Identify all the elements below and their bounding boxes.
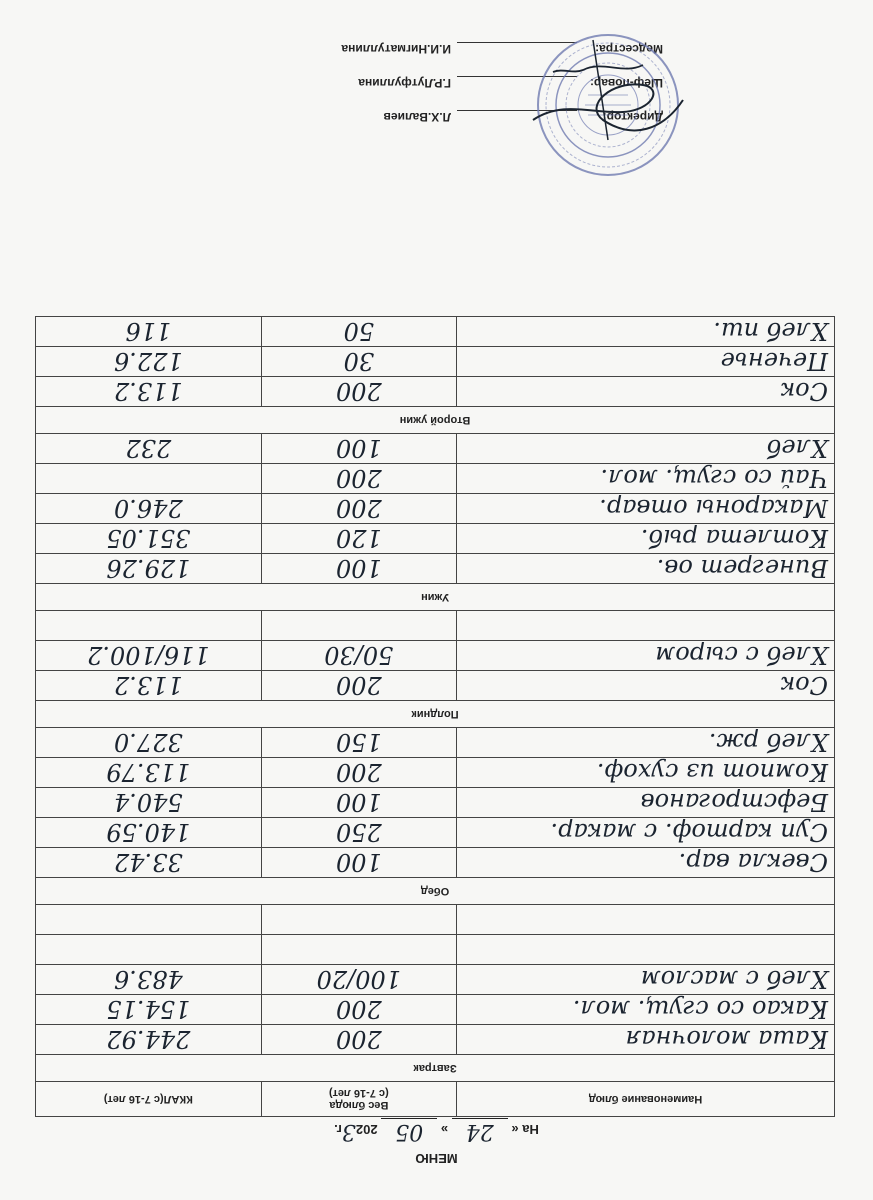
cell-kcal [36,554,262,584]
cell-kcal [36,671,262,701]
handwritten-kcal: 351.05 [106,524,191,553]
table-row [36,347,835,377]
cell-weight [261,611,456,641]
cell-weight [261,347,456,377]
handwritten-weight: 100 [335,848,382,877]
handwritten-kcal: 483.6 [114,965,183,994]
handwritten-weight: 50/30 [324,641,394,670]
cell-kcal [36,494,262,524]
handwritten-name: Хлеб с сыром [655,641,828,670]
handwritten-kcal: 113.2 [114,377,183,406]
handwritten-kcal: 113.2 [114,671,183,700]
menu-table [35,316,835,1117]
cell-weight [261,965,456,995]
cell-name [456,524,834,554]
section-title: Завтрак [36,1055,835,1082]
cell-kcal [36,728,262,758]
section-header [36,701,835,728]
cell-kcal [36,641,262,671]
date-line [0,1118,873,1144]
section-header [36,1055,835,1082]
handwritten-kcal: 540.4 [114,788,183,817]
table-row [36,728,835,758]
date-day: 24 [452,1118,508,1144]
signature-role: Медсестра: [595,42,663,56]
section-title: Второй ужин [36,407,835,434]
cell-weight [261,434,456,464]
cell-name [456,788,834,818]
handwritten-name: Хлеб [766,434,828,463]
cell-kcal [36,524,262,554]
handwritten-weight: 50 [343,317,375,346]
cell-name [456,848,834,878]
cell-weight [261,935,456,965]
handwritten-kcal: 244.92 [106,1025,191,1054]
column-header-row [36,1082,835,1117]
cell-weight [261,317,456,347]
cell-name [456,935,834,965]
cell-kcal [36,848,262,878]
handwritten-weight: 200 [335,464,382,493]
section-header [36,584,835,611]
section-title: Полдник [36,701,835,728]
handwritten-weight: 150 [335,728,382,757]
table-row [36,494,835,524]
cell-kcal [36,464,262,494]
signature-name: И.И.Нигматуллина [341,42,451,56]
handwritten-name: Какао со сгущ. мол. [572,995,828,1024]
signature-name: Г.Р.Лутфуллина [358,76,451,90]
cell-name [456,611,834,641]
handwritten-weight: 250 [335,818,382,847]
cell-name [456,494,834,524]
signature-role: Директор: [602,110,663,124]
date-month: 05 [381,1118,437,1144]
column-header-kcal: ККАЛ(с 7-16 лет) [36,1082,262,1117]
handwritten-name: Каша молочная [625,1025,828,1054]
cell-weight [261,995,456,1025]
handwritten-name: Хлеб с маслом [640,965,828,994]
handwritten-kcal: 33.42 [114,848,183,877]
handwritten-name: Свекла вар. [678,848,828,877]
table-row [36,524,835,554]
cell-kcal [36,611,262,641]
cell-name [456,965,834,995]
table-row [36,935,835,965]
cell-kcal [36,995,262,1025]
handwritten-name: Суп картоф. с макар. [550,818,828,847]
cell-kcal [36,905,262,935]
handwritten-weight: 200 [335,995,382,1024]
signature-role: Шеф-повар: [589,76,663,90]
handwritten-weight: 200 [335,494,382,523]
handwritten-name: Макароны отвар. [599,494,828,523]
handwritten-weight: 200 [335,758,382,787]
date-year: 202 [355,1122,378,1137]
column-header-weight: Вес блюда (с 7-16 лет) [261,1082,456,1117]
cell-kcal [36,347,262,377]
section-header [36,878,835,905]
cell-name [456,554,834,584]
table-row [36,434,835,464]
handwritten-weight: 100 [335,434,382,463]
table-row [36,758,835,788]
cell-name [456,464,834,494]
table-row [36,995,835,1025]
handwritten-weight: 100 [335,554,382,583]
handwritten-kcal: 129.26 [106,554,191,583]
handwritten-kcal: 327.0 [114,728,183,757]
handwritten-name: Котлета рыб. [640,524,828,553]
date-separator: » [440,1122,449,1137]
handwritten-kcal: 232 [125,434,172,463]
table-row [36,1025,835,1055]
handwritten-weight: 200 [335,377,382,406]
cell-weight [261,377,456,407]
handwritten-kcal: 116 [125,317,172,346]
handwritten-signature [513,20,703,160]
cell-name [456,818,834,848]
cell-weight [261,1025,456,1055]
handwritten-kcal: 116/100.2 [87,641,210,670]
table-row [36,905,835,935]
cell-name [456,641,834,671]
table-row [36,965,835,995]
cell-name [456,728,834,758]
table-row [36,671,835,701]
cell-weight [261,728,456,758]
handwritten-name: Винегрет ов. [656,554,828,583]
table-row [36,377,835,407]
cell-name [456,905,834,935]
section-header [36,407,835,434]
cell-name [456,758,834,788]
handwritten-name: Сок [780,377,828,406]
column-header-name: Наименование блюд [456,1082,834,1117]
cell-kcal [36,377,262,407]
handwritten-kcal: 113.79 [106,758,191,787]
cell-name [456,317,834,347]
handwritten-kcal: 154.15 [106,995,191,1024]
handwritten-kcal: 246.0 [114,494,183,523]
signature-name: Л.Х.Валиев [383,110,451,124]
handwritten-name: Компот из сухоф. [596,758,828,787]
cell-name [456,1025,834,1055]
handwritten-name: Печенье [720,347,828,376]
cell-kcal [36,788,262,818]
handwritten-weight: 120 [335,524,382,553]
cell-weight [261,818,456,848]
handwritten-kcal: 140.59 [106,818,191,847]
cell-name [456,377,834,407]
table-row [36,317,835,347]
table-row [36,554,835,584]
handwritten-name: Сок [780,671,828,700]
table-row [36,464,835,494]
section-title: Обед [36,878,835,905]
cell-weight [261,905,456,935]
cell-kcal [36,1025,262,1055]
handwritten-name: Бефстроганов [640,788,828,817]
cell-kcal [36,758,262,788]
handwritten-name: Хлеб рж. [708,728,828,757]
handwritten-kcal: 122.6 [114,347,183,376]
cell-weight [261,671,456,701]
cell-kcal [36,317,262,347]
handwritten-name: Чай со сгущ. мол. [600,464,828,493]
cell-weight [261,494,456,524]
cell-kcal [36,935,262,965]
table-row [36,611,835,641]
cell-kcal [36,818,262,848]
handwritten-weight: 100/20 [316,965,402,994]
cell-weight [261,641,456,671]
handwritten-weight: 30 [343,347,375,376]
cell-name [456,347,834,377]
table-row [36,818,835,848]
cell-weight [261,848,456,878]
handwritten-weight: 100 [335,788,382,817]
date-prefix: На « [511,1122,539,1137]
section-title: Ужин [36,584,835,611]
table-row [36,641,835,671]
cell-name [456,995,834,1025]
handwritten-weight: 200 [335,671,382,700]
table-row [36,848,835,878]
table-row [36,788,835,818]
date-suffix: г. [334,1122,342,1137]
cell-weight [261,554,456,584]
cell-kcal [36,434,262,464]
cell-weight [261,524,456,554]
cell-name [456,671,834,701]
handwritten-name: Хлеб пш. [713,317,828,346]
cell-weight [261,464,456,494]
cell-weight [261,758,456,788]
cell-name [456,434,834,464]
date-year-hand: 3 [341,1119,356,1144]
document-title: МЕНЮ [415,1151,458,1166]
cell-weight [261,788,456,818]
cell-kcal [36,965,262,995]
handwritten-weight: 200 [335,1025,382,1054]
